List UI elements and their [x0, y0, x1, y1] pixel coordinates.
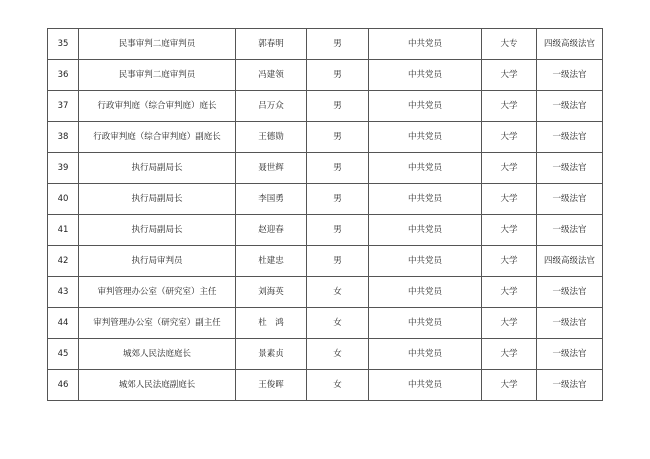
gender-cell: 女 [307, 277, 369, 308]
rank-cell: 一级法官 [537, 339, 603, 370]
row-number: 42 [48, 246, 79, 277]
rank-cell: 一级法官 [537, 184, 603, 215]
table-row [48, 60, 603, 91]
gender-cell: 男 [307, 29, 369, 60]
row-number: 38 [48, 122, 79, 153]
rank-cell: 四级高级法官 [537, 29, 603, 60]
position-cell: 执行局审判员 [79, 246, 236, 277]
position-cell: 行政审判庭（综合审判庭）副庭长 [79, 122, 236, 153]
rank-cell: 一级法官 [537, 122, 603, 153]
name-cell: 王德勋 [236, 122, 307, 153]
party-cell: 中共党员 [369, 246, 482, 277]
gender-cell: 女 [307, 308, 369, 339]
education-cell: 大学 [482, 246, 537, 277]
party-cell: 中共党员 [369, 184, 482, 215]
position-cell: 执行局副局长 [79, 153, 236, 184]
position-cell: 执行局副局长 [79, 215, 236, 246]
gender-cell: 男 [307, 246, 369, 277]
position-cell: 民事审判二庭审判员 [79, 60, 236, 91]
name-cell: 李国勇 [236, 184, 307, 215]
position-cell: 行政审判庭（综合审判庭）庭长 [79, 91, 236, 122]
row-number: 39 [48, 153, 79, 184]
party-cell: 中共党员 [369, 339, 482, 370]
education-cell: 大学 [482, 339, 537, 370]
name-cell: 冯建领 [236, 60, 307, 91]
position-cell: 民事审判二庭审判员 [79, 29, 236, 60]
name-cell: 景素贞 [236, 339, 307, 370]
party-cell: 中共党员 [369, 153, 482, 184]
rank-cell: 一级法官 [537, 60, 603, 91]
table-row [48, 153, 603, 184]
education-cell: 大专 [482, 29, 537, 60]
table-row [48, 308, 603, 339]
rank-cell: 一级法官 [537, 277, 603, 308]
party-cell: 中共党员 [369, 122, 482, 153]
party-cell: 中共党员 [369, 91, 482, 122]
rank-cell: 一级法官 [537, 153, 603, 184]
judge-roster-table [47, 28, 603, 401]
gender-cell: 男 [307, 184, 369, 215]
rank-cell: 一级法官 [537, 91, 603, 122]
name-cell: 郭春明 [236, 29, 307, 60]
row-number: 36 [48, 60, 79, 91]
position-cell: 城郊人民法庭庭长 [79, 339, 236, 370]
name-cell: 聂世辉 [236, 153, 307, 184]
name-cell: 刘海英 [236, 277, 307, 308]
gender-cell: 男 [307, 91, 369, 122]
party-cell: 中共党员 [369, 277, 482, 308]
table-row [48, 91, 603, 122]
party-cell: 中共党员 [369, 370, 482, 401]
party-cell: 中共党员 [369, 29, 482, 60]
roster-body [48, 29, 603, 401]
position-cell: 审判管理办公室（研究室）主任 [79, 277, 236, 308]
rank-cell: 四级高级法官 [537, 246, 603, 277]
gender-cell: 男 [307, 215, 369, 246]
position-cell: 城郊人民法庭副庭长 [79, 370, 236, 401]
name-cell: 赵迎春 [236, 215, 307, 246]
table-row [48, 339, 603, 370]
table-row [48, 370, 603, 401]
education-cell: 大学 [482, 370, 537, 401]
table-row [48, 215, 603, 246]
table-row [48, 246, 603, 277]
row-number: 40 [48, 184, 79, 215]
party-cell: 中共党员 [369, 60, 482, 91]
name-cell: 杜 鸿 [236, 308, 307, 339]
rank-cell: 一级法官 [537, 308, 603, 339]
education-cell: 大学 [482, 91, 537, 122]
row-number: 35 [48, 29, 79, 60]
education-cell: 大学 [482, 308, 537, 339]
party-cell: 中共党员 [369, 308, 482, 339]
gender-cell: 男 [307, 122, 369, 153]
row-number: 41 [48, 215, 79, 246]
table-row [48, 122, 603, 153]
row-number: 43 [48, 277, 79, 308]
education-cell: 大学 [482, 215, 537, 246]
row-number: 37 [48, 91, 79, 122]
education-cell: 大学 [482, 60, 537, 91]
education-cell: 大学 [482, 277, 537, 308]
rank-cell: 一级法官 [537, 370, 603, 401]
gender-cell: 女 [307, 370, 369, 401]
rank-cell: 一级法官 [537, 215, 603, 246]
position-cell: 执行局副局长 [79, 184, 236, 215]
name-cell: 王俊晖 [236, 370, 307, 401]
education-cell: 大学 [482, 184, 537, 215]
row-number: 46 [48, 370, 79, 401]
gender-cell: 男 [307, 60, 369, 91]
education-cell: 大学 [482, 122, 537, 153]
table-row [48, 277, 603, 308]
gender-cell: 女 [307, 339, 369, 370]
position-cell: 审判管理办公室（研究室）副主任 [79, 308, 236, 339]
table-row [48, 184, 603, 215]
name-cell: 杜建忠 [236, 246, 307, 277]
education-cell: 大学 [482, 153, 537, 184]
table-row [48, 29, 603, 60]
row-number: 45 [48, 339, 79, 370]
name-cell: 吕万众 [236, 91, 307, 122]
gender-cell: 男 [307, 153, 369, 184]
party-cell: 中共党员 [369, 215, 482, 246]
row-number: 44 [48, 308, 79, 339]
